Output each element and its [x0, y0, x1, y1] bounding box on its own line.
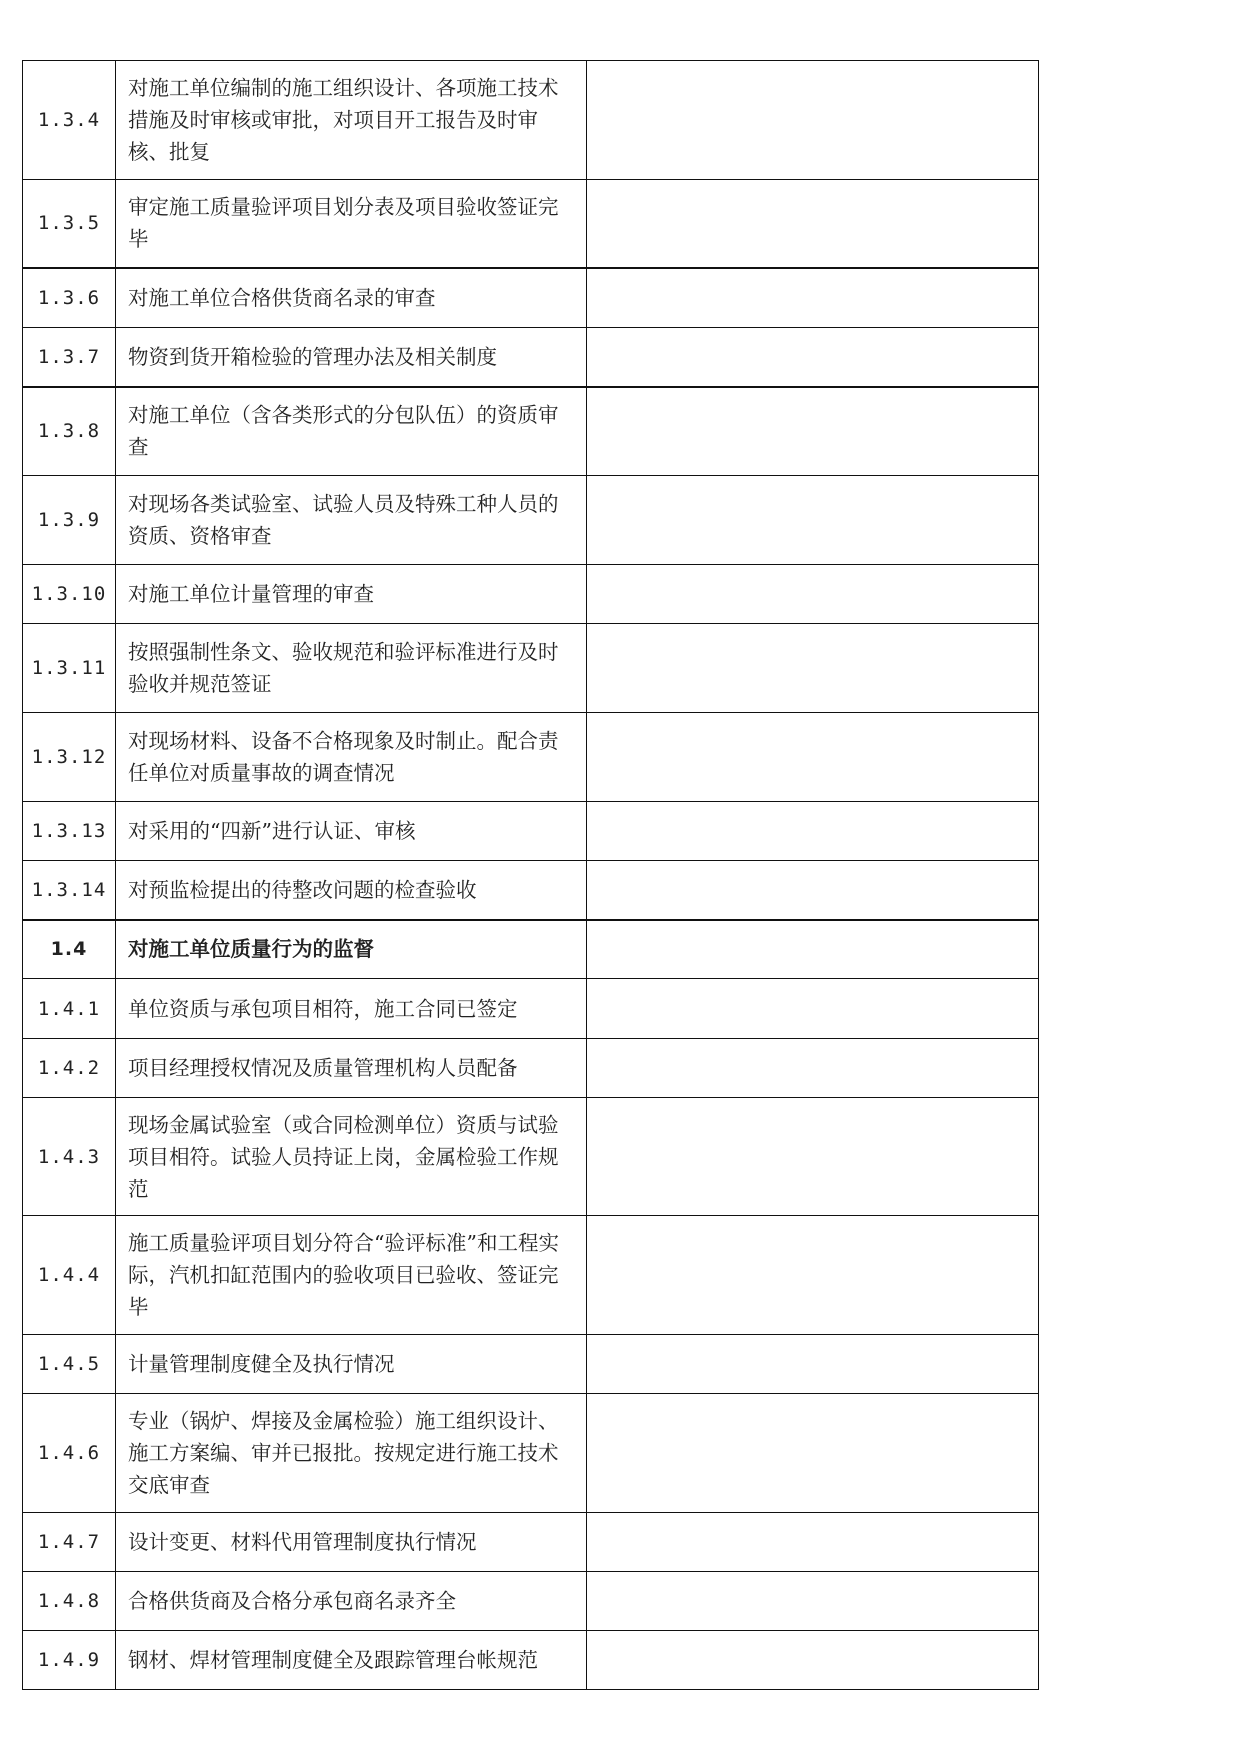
item-check-result [587, 713, 1039, 802]
item-number: 1.3.14 [23, 861, 116, 920]
item-description: 对施工单位计量管理的审查 [116, 565, 587, 624]
table-row [23, 180, 1039, 268]
item-number: 1.4.8 [23, 1572, 116, 1631]
item-check-result [587, 1098, 1039, 1216]
item-check-result [587, 1335, 1039, 1394]
item-description: 对现场材料、设备不合格现象及时制止。配合责任单位对质量事故的调查情况 [116, 713, 587, 802]
table-row [23, 1098, 1039, 1216]
item-number: 1.3.5 [23, 180, 116, 268]
checklist-sheet [22, 60, 1038, 1690]
table-row [23, 1216, 1039, 1335]
table-row [23, 1513, 1039, 1572]
item-description: 单位资质与承包项目相符，施工合同已签定 [116, 979, 587, 1039]
item-number: 1.3.6 [23, 268, 116, 328]
table-row [23, 1572, 1039, 1631]
item-description: 计量管理制度健全及执行情况 [116, 1335, 587, 1394]
item-check-result [587, 861, 1039, 920]
item-description: 对施工单位质量行为的监督 [116, 920, 587, 979]
table-row [23, 1335, 1039, 1394]
item-number: 1.4.1 [23, 979, 116, 1039]
table-row [23, 624, 1039, 713]
checklist-table [22, 60, 1039, 1690]
item-check-result [587, 387, 1039, 476]
item-check-result [587, 268, 1039, 328]
table-row [23, 61, 1039, 180]
item-check-result [587, 565, 1039, 624]
item-check-result [587, 1394, 1039, 1513]
item-check-result [587, 920, 1039, 979]
table-row [23, 387, 1039, 476]
item-check-result [587, 476, 1039, 565]
item-description: 审定施工质量验评项目划分表及项目验收签证完毕 [116, 180, 587, 268]
table-row [23, 861, 1039, 920]
item-description: 项目经理授权情况及质量管理机构人员配备 [116, 1039, 587, 1098]
item-number: 1.3.10 [23, 565, 116, 624]
item-description: 对采用的“四新”进行认证、审核 [116, 802, 587, 861]
table-row [23, 1394, 1039, 1513]
item-description: 对施工单位合格供货商名录的审查 [116, 268, 587, 328]
item-description: 物资到货开箱检验的管理办法及相关制度 [116, 328, 587, 387]
item-number: 1.4.2 [23, 1039, 116, 1098]
item-number: 1.3.12 [23, 713, 116, 802]
item-description: 设计变更、材料代用管理制度执行情况 [116, 1513, 587, 1572]
item-check-result [587, 1572, 1039, 1631]
table-row [23, 979, 1039, 1039]
item-description: 对施工单位编制的施工组织设计、各项施工技术措施及时审核或审批，对项目开工报告及时审核、批复 [116, 61, 587, 180]
item-description: 对预监检提出的待整改问题的检查验收 [116, 861, 587, 920]
item-number: 1.4.5 [23, 1335, 116, 1394]
item-description: 专业（锅炉、焊接及金属检验）施工组织设计、施工方案编、审并已报批。按规定进行施工技术交底审查 [116, 1394, 587, 1513]
item-number: 1.3.4 [23, 61, 116, 180]
item-number: 1.4 [23, 920, 116, 979]
item-number: 1.3.8 [23, 387, 116, 476]
item-number: 1.4.3 [23, 1098, 116, 1216]
item-check-result [587, 1216, 1039, 1335]
item-description: 对现场各类试验室、试验人员及特殊工种人员的资质、资格审查 [116, 476, 587, 565]
table-row [23, 802, 1039, 861]
item-check-result [587, 1513, 1039, 1572]
item-number: 1.4.6 [23, 1394, 116, 1513]
item-number: 1.4.9 [23, 1631, 116, 1690]
table-row [23, 1631, 1039, 1690]
item-number: 1.4.4 [23, 1216, 116, 1335]
item-check-result [587, 1631, 1039, 1690]
item-check-result [587, 802, 1039, 861]
table-row [23, 713, 1039, 802]
item-check-result [587, 61, 1039, 180]
table-row [23, 920, 1039, 979]
item-description: 钢材、焊材管理制度健全及跟踪管理台帐规范 [116, 1631, 587, 1690]
item-check-result [587, 979, 1039, 1039]
item-number: 1.3.7 [23, 328, 116, 387]
item-check-result [587, 1039, 1039, 1098]
item-check-result [587, 328, 1039, 387]
item-number: 1.3.11 [23, 624, 116, 713]
item-check-result [587, 624, 1039, 713]
item-check-result [587, 180, 1039, 268]
item-number: 1.4.7 [23, 1513, 116, 1572]
table-row [23, 1039, 1039, 1098]
item-description: 按照强制性条文、验收规范和验评标准进行及时验收并规范签证 [116, 624, 587, 713]
table-row [23, 565, 1039, 624]
item-number: 1.3.13 [23, 802, 116, 861]
table-row [23, 328, 1039, 387]
item-description: 对施工单位（含各类形式的分包队伍）的资质审查 [116, 387, 587, 476]
table-row [23, 476, 1039, 565]
item-description: 现场金属试验室（或合同检测单位）资质与试验项目相符。试验人员持证上岗，金属检验工作规范 [116, 1098, 587, 1216]
item-description: 施工质量验评项目划分符合“验评标准”和工程实际，汽机扣缸范围内的验收项目已验收、签证完毕 [116, 1216, 587, 1335]
item-number: 1.3.9 [23, 476, 116, 565]
item-description: 合格供货商及合格分承包商名录齐全 [116, 1572, 587, 1631]
checklist-body [23, 61, 1039, 1690]
table-row [23, 268, 1039, 328]
